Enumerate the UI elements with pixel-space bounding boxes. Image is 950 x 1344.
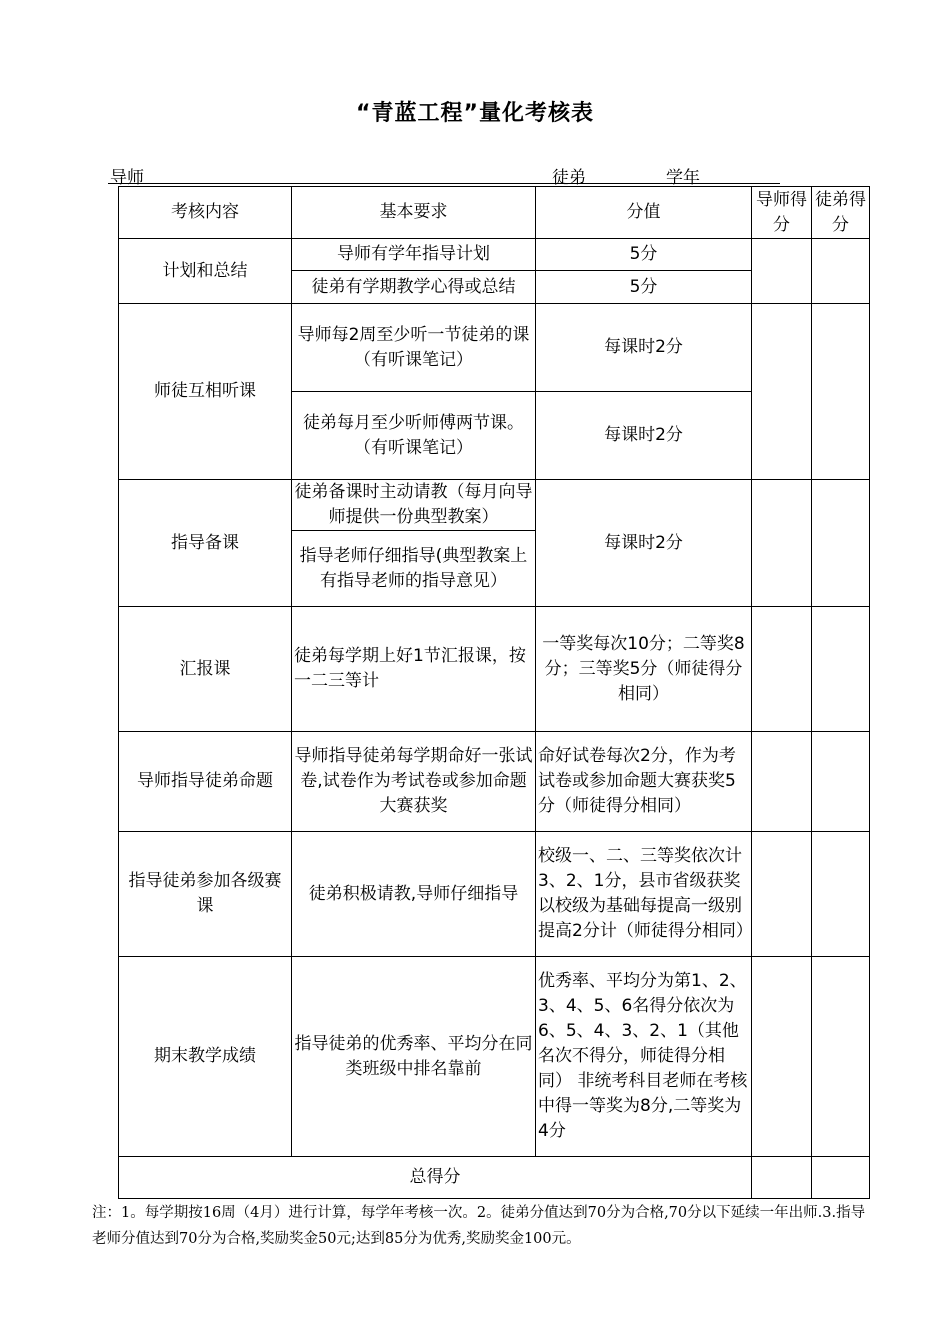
- header-content: 考核内容: [119, 187, 292, 239]
- table-row: [119, 732, 870, 832]
- total-apprentice-score-cell[interactable]: [812, 1157, 870, 1199]
- score-cell: 校级一、二、三等奖依次计3、2、1分，县市省级获奖以校级为基础每提高一级别提高2分计（师徒得分相同）: [536, 832, 752, 957]
- header-mentor-score: 导师得分: [752, 187, 812, 239]
- table-row: [119, 832, 870, 957]
- score-cell: 每课时2分: [536, 392, 752, 480]
- category-prep: 指导备课: [119, 480, 292, 607]
- score-cell: 每课时2分: [536, 480, 752, 607]
- requirement-cell: 导师每2周至少听一节徒弟的课（有听课笔记）: [292, 304, 536, 392]
- requirement-cell: 导师有学年指导计划: [292, 239, 536, 271]
- apprentice-score-cell[interactable]: [812, 957, 870, 1157]
- table-row: [119, 480, 870, 531]
- requirement-cell: 指导徒弟的优秀率、平均分在同类班级中排名靠前: [292, 957, 536, 1157]
- mentor-score-cell[interactable]: [752, 480, 812, 607]
- requirement-cell: 徒弟积极请教,导师仔细指导: [292, 832, 536, 957]
- requirement-cell: 徒弟每月至少听师傅两节课。（有听课笔记）: [292, 392, 536, 480]
- category-plan: 计划和总结: [119, 239, 292, 304]
- mentor-score-cell[interactable]: [752, 957, 812, 1157]
- header-apprentice-score: 徒弟得分: [812, 187, 870, 239]
- score-cell: 优秀率、平均分为第1、2、3、4、5、6名得分依次为6、5、4、3、2、1（其他名次不得分，师徒得分相同） 非统考科目老师在考核中得一等奖为8分,二等奖为4分: [536, 957, 752, 1157]
- apprentice-score-cell[interactable]: [812, 304, 870, 480]
- score-cell: 5分: [536, 239, 752, 271]
- category-final: 期末教学成绩: [119, 957, 292, 1157]
- year-label: 学年: [666, 168, 700, 188]
- score-cell: 一等奖每次10分；二等奖8分；三等奖5分（师徒得分相同）: [536, 607, 752, 732]
- table-row: [119, 957, 870, 1157]
- table-header-row: [119, 187, 870, 239]
- requirement-cell: 指导老师仔细指导(典型教案上有指导老师的指导意见）: [292, 531, 536, 607]
- mentor-score-cell[interactable]: [752, 304, 812, 480]
- apprentice-label: 徒弟: [552, 168, 586, 188]
- page-title: “青蓝工程”量化考核表: [356, 101, 594, 126]
- score-cell: 每课时2分: [536, 304, 752, 392]
- category-contest: 指导徒弟参加各级赛课: [119, 832, 292, 957]
- requirement-cell: 导师指导徒弟每学期命好一张试卷,试卷作为考试卷或参加命题大赛获奖: [292, 732, 536, 832]
- total-mentor-score-cell[interactable]: [752, 1157, 812, 1199]
- table-row: [119, 607, 870, 732]
- score-cell: 命好试卷每次2分，作为考试卷或参加命题大赛获奖5分（师徒得分相同）: [536, 732, 752, 832]
- assessment-table: [118, 186, 870, 1199]
- footnote: 注：1。每学期按16周（4月）进行计算，每学年考核一次。2。徒弟分值达到70分为合格,70分以下延续一年出师.3.指导老师分值达到70分为合格,奖励奖金50元;达到85分为优秀,奖励奖金100元。: [92, 1205, 866, 1247]
- mentor-score-cell[interactable]: [752, 832, 812, 957]
- category-report: 汇报课: [119, 607, 292, 732]
- mentor-score-cell[interactable]: [752, 732, 812, 832]
- header-requirement: 基本要求: [292, 187, 536, 239]
- mentor-score-cell[interactable]: [752, 239, 812, 304]
- total-label: 总得分: [119, 1157, 752, 1199]
- table-row: [119, 239, 870, 271]
- apprentice-score-cell[interactable]: [812, 832, 870, 957]
- header-score: 分值: [536, 187, 752, 239]
- meta-underline: [108, 183, 780, 184]
- apprentice-score-cell[interactable]: [812, 607, 870, 732]
- apprentice-score-cell[interactable]: [812, 732, 870, 832]
- table-row: [119, 304, 870, 392]
- apprentice-score-cell[interactable]: [812, 239, 870, 304]
- mentor-score-cell[interactable]: [752, 607, 812, 732]
- requirement-cell: 徒弟有学期教学心得或总结: [292, 271, 536, 304]
- requirement-cell: 徒弟备课时主动请教（每月向导师提供一份典型教案）: [292, 480, 536, 531]
- total-row: [119, 1157, 870, 1199]
- requirement-cell: 徒弟每学期上好1节汇报课，按一二三等计: [292, 607, 536, 732]
- apprentice-score-cell[interactable]: [812, 480, 870, 607]
- category-listen: 师徒互相听课: [119, 304, 292, 480]
- category-exam: 导师指导徒弟命题: [119, 732, 292, 832]
- mentor-label: 导师: [110, 168, 144, 188]
- score-cell: 5分: [536, 271, 752, 304]
